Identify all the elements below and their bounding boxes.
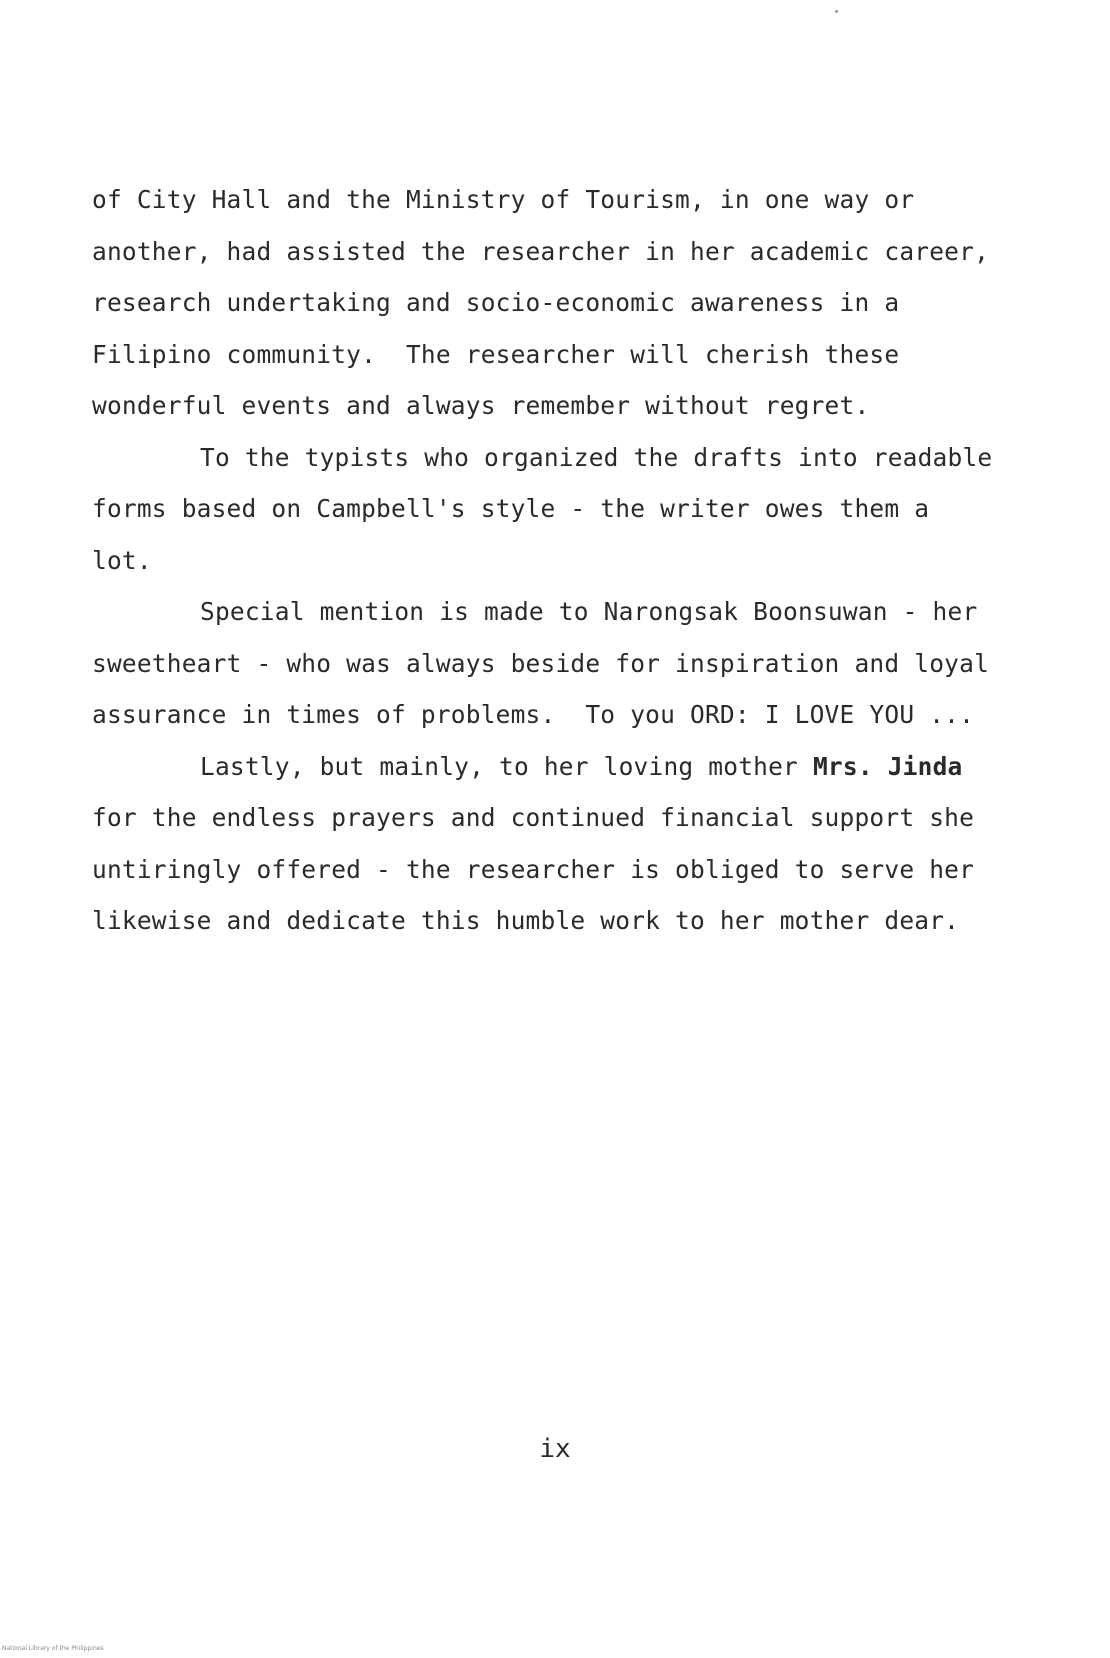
text-line: likewise and dedicate this humble work to her mother dear. [92, 906, 960, 935]
text-line: assurance in times of problems. To you ORD: I LOVE YOU ... [92, 700, 975, 729]
text-line: Special mention is made to Narongsak Boonsuwan - her [200, 597, 978, 626]
text-line: another, had assisted the researcher in her academic career, [92, 236, 990, 266]
text-line: of City Hall and the Ministry of Tourism, in one way or [92, 185, 915, 214]
text-line: for the endless prayers and continued financial support she [92, 803, 975, 832]
mother-name: Mrs. Jinda [812, 751, 963, 781]
footer-stamp: National Library of the Philippines [2, 1645, 104, 1652]
text-line [92, 741, 1052, 793]
text-line: research undertaking and socio-economic awareness in a [92, 288, 900, 317]
text-line: sweetheart - who was always beside for inspiration and loyal [92, 648, 990, 678]
text-line: forms based on Campbell's style - the writer owes them a [92, 494, 930, 523]
page-number: ix [539, 1434, 571, 1464]
text-line: untiringly offered - the researcher is obliged to serve her [92, 854, 975, 884]
text-line: To the typists who organized the drafts into readable [200, 442, 993, 472]
text-segment: Lastly, but mainly, to her loving mother [200, 751, 813, 781]
text-line: wonderful events and always remember without regret. [92, 391, 870, 420]
text-line: Filipino community. The researcher will cherish these [92, 339, 900, 369]
acknowledgment-body [92, 174, 1052, 947]
text-line: lot. [92, 545, 152, 575]
scan-speck [835, 10, 838, 13]
